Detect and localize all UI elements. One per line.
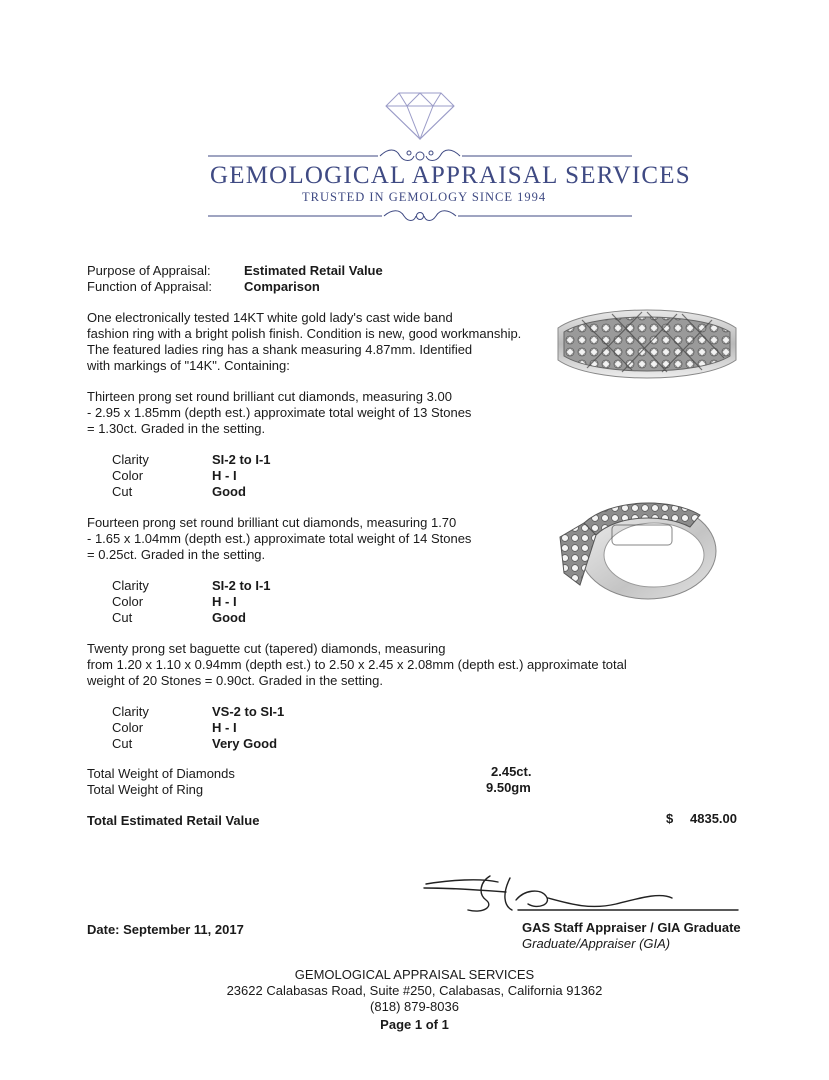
appraiser-subtitle: Graduate/Appraiser (GIA)	[522, 936, 671, 951]
stone-group-3-grades	[112, 704, 284, 752]
stone-group-2-text	[87, 515, 471, 563]
grade-value: Good	[212, 484, 246, 499]
stone-group-1-text	[87, 389, 471, 437]
company-tagline: TRUSTED IN GEMOLOGY SINCE 1994	[302, 190, 547, 204]
stone-description-line: = 1.30ct. Graded in the setting.	[87, 421, 266, 436]
purpose-value: Estimated Retail Value	[244, 263, 383, 278]
grade-value: H - I	[212, 720, 237, 735]
grade-value: H - I	[212, 594, 237, 609]
grade-value: Very Good	[212, 736, 278, 751]
grade-row	[112, 704, 284, 720]
footer-address: 23622 Calabasas Road, Suite #250, Calabasas, California 91362	[226, 983, 603, 998]
total-ring-value: 9.50gm	[486, 780, 531, 795]
total-retail-label: Total Estimated Retail Value	[87, 813, 260, 828]
stone-group-2-grades	[112, 578, 271, 626]
grade-label: Color	[112, 468, 144, 483]
grade-row	[112, 594, 271, 610]
page-number: Page 1 of 1	[380, 1017, 449, 1032]
stone-group-3-text	[87, 641, 627, 689]
diamond-icon	[385, 92, 455, 140]
grade-label: Cut	[112, 736, 133, 751]
description-line: with markings of "14K". Containing:	[87, 358, 290, 373]
appraiser-signature	[420, 870, 750, 920]
function-value: Comparison	[244, 279, 320, 294]
appraiser-title: GAS Staff Appraiser / GIA Graduate	[522, 920, 741, 935]
company-name: GEMOLOGICAL APPRAISAL SERVICES	[210, 162, 691, 189]
grade-value: SI-2 to I-1	[212, 578, 271, 593]
total-ring-label: Total Weight of Ring	[87, 782, 204, 797]
footer-company: GEMOLOGICAL APPRAISAL SERVICES	[294, 967, 535, 982]
ring-photo-side	[550, 493, 720, 608]
stone-description-line: Thirteen prong set round brilliant cut diamonds, measuring 3.00	[87, 389, 452, 404]
total-diamonds-value: 2.45ct.	[491, 764, 532, 779]
stone-group-1-grades	[112, 452, 271, 500]
total-diamonds-label: Total Weight of Diamonds	[87, 766, 235, 781]
grade-row	[112, 610, 271, 626]
ring-description	[87, 310, 521, 374]
footer-phone: (818) 879-8036	[370, 999, 459, 1014]
grade-row	[112, 578, 271, 594]
grade-row	[112, 468, 271, 484]
stone-description-line: from 1.20 x 1.10 x 0.94mm (depth est.) to 2.50 x 2.45 x 2.08mm (depth est.) approximate total	[87, 657, 627, 672]
stone-description-line: Twenty prong set baguette cut (tapered) diamonds, measuring	[87, 641, 446, 656]
grade-label: Clarity	[112, 578, 149, 593]
grade-value: H - I	[212, 468, 237, 483]
stone-description-line: Fourteen prong set round brilliant cut diamonds, measuring 1.70	[87, 515, 457, 530]
grade-row	[112, 736, 284, 752]
stone-description-line: - 1.65 x 1.04mm (depth est.) approximate total weight of 14 Stones	[87, 531, 472, 546]
description-line: fashion ring with a bright polish finish. Condition is new, good workmanship.	[87, 326, 522, 341]
grade-label: Color	[112, 720, 144, 735]
grade-label: Clarity	[112, 704, 149, 719]
grade-row	[112, 720, 284, 736]
purpose-label: Purpose of Appraisal:	[87, 263, 211, 278]
grade-label: Cut	[112, 484, 133, 499]
currency-symbol: $	[666, 811, 674, 826]
grade-row	[112, 452, 271, 468]
description-line: One electronically tested 14KT white gold lady's cast wide band	[87, 310, 453, 325]
stone-description-line: - 2.95 x 1.85mm (depth est.) approximate total weight of 13 Stones	[87, 405, 472, 420]
function-label: Function of Appraisal:	[87, 279, 213, 294]
stone-description-line: weight of 20 Stones = 0.90ct. Graded in the setting.	[87, 673, 383, 688]
description-line: The featured ladies ring has a shank measuring 4.87mm. Identified	[87, 342, 473, 357]
company-logo	[200, 88, 691, 228]
appraisal-date: Date: September 11, 2017	[87, 922, 244, 937]
total-retail-value: 4835.00	[690, 811, 737, 826]
bottom-ornament-line	[200, 206, 640, 226]
ring-photo-front	[552, 298, 742, 388]
grade-value: Good	[212, 610, 246, 625]
grade-row	[112, 484, 271, 500]
grade-value: VS-2 to SI-1	[212, 704, 285, 719]
grade-label: Color	[112, 594, 144, 609]
grade-label: Cut	[112, 610, 133, 625]
grade-label: Clarity	[112, 452, 149, 467]
stone-description-line: = 0.25ct. Graded in the setting.	[87, 547, 266, 562]
grade-value: SI-2 to I-1	[212, 452, 271, 467]
